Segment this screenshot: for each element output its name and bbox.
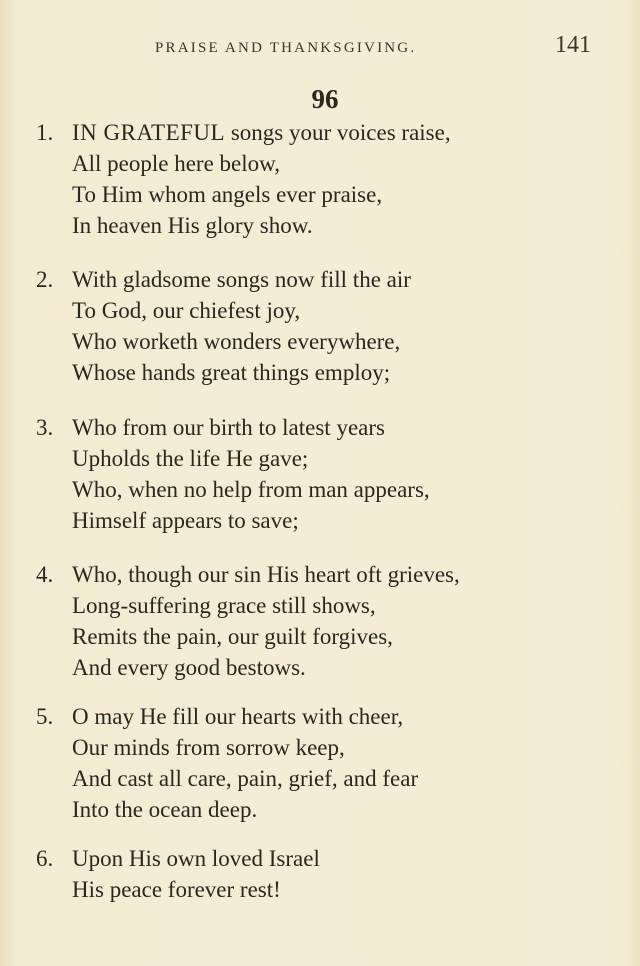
stanza-line-text: Long-suffering grace still shows, [72,593,376,618]
stanza-number: 1. [36,120,54,145]
stanza-line-text: His peace forever rest! [72,877,281,902]
stanza-line-text: All people here below, [72,151,280,176]
stanza-line-text: With gladsome songs now fill the air [72,267,411,292]
stanza-line-text: Who from our birth to latest years [72,415,385,440]
stanza-line-text: To God, our chiefest joy, [72,298,301,323]
stanza-line [36,732,626,763]
stanza-number: 2. [36,267,54,292]
stanza-line [36,412,626,443]
page-number: 141 [555,32,591,58]
stanza-line-text: Our minds from sorrow keep, [72,735,345,760]
stanza-line-text: And cast all care, pain, grief, and fear [72,766,419,791]
stanza-line-text: Who, though our sin His heart oft grieves, [72,562,460,587]
stanza-line-text: songs your voices raise, [225,120,451,145]
stanza-line [36,179,626,210]
stanza-line-text: O may He fill our hearts with cheer, [72,704,404,729]
stanza-line [36,443,626,474]
stanza-2 [36,264,626,388]
stanza-4 [36,559,626,683]
stanza-1 [36,117,626,241]
stanza-number: 6. [36,846,54,871]
stanza-line-text: Into the ocean deep. [72,797,258,822]
stanza-number: 5. [36,704,54,729]
stanza-line [36,474,626,505]
stanza-line [36,874,626,905]
stanza-3 [36,412,626,536]
stanza-line [36,295,626,326]
stanza-line [36,590,626,621]
stanza-5 [36,701,626,825]
stanza-line-text: And every good bestows. [72,655,306,680]
stanza-line-text: Remits the pain, our guilt forgives, [72,624,393,649]
stanza-first-words: IN GRATEFUL [72,120,226,145]
stanza-line [36,843,626,874]
stanza-line [36,652,626,683]
stanza-line-text: Upon His own loved Israel [72,846,320,871]
stanza-line [36,148,626,179]
stanza-line [36,621,626,652]
stanza-line [36,264,626,295]
stanza-6 [36,843,626,905]
stanza-line-text: Who worketh wonders everywhere, [72,329,401,354]
stanza-line-text: Upholds the life He gave; [72,446,309,471]
stanza-line-text: Whose hands great things employ; [72,360,391,385]
stanza-line-text: Himself appears to save; [72,508,299,533]
hymn-number: 96 [311,84,339,114]
stanza-line [36,794,626,825]
stanza-line [36,559,626,590]
stanza-line-text: To Him whom angels ever praise, [72,182,383,207]
stanza-line [36,763,626,794]
stanza-line [36,701,626,732]
stanza-line [36,117,626,148]
running-head: PRAISE AND THANKSGIVING. [155,40,417,56]
stanza-line-text: Who, when no help from man appears, [72,477,430,502]
stanza-line [36,210,626,241]
stanza-number: 3. [36,415,54,440]
stanza-line [36,326,626,357]
stanza-line-text: In heaven His glory show. [72,213,313,238]
stanza-number: 4. [36,562,54,587]
stanza-line [36,357,626,388]
stanza-line [36,505,626,536]
